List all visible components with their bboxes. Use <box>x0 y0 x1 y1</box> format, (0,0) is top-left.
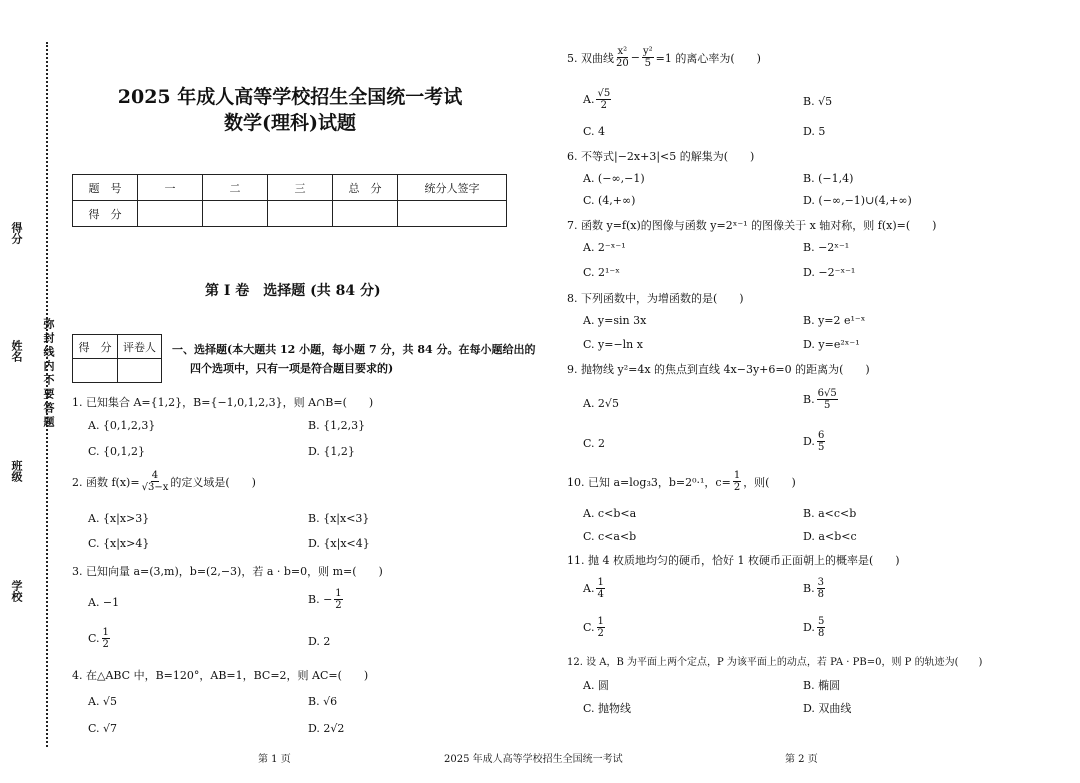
q5-fraction-y <box>642 46 654 69</box>
q3-option-b <box>308 588 345 611</box>
q5-option-a-numerator: √5 <box>597 88 611 99</box>
q5-option-a-fraction <box>596 88 611 111</box>
score-table <box>72 174 507 227</box>
q2-stem-pre: 2. 函数 f(x)= <box>72 475 140 489</box>
q10-fraction <box>733 470 741 493</box>
q5-option-d: D. 5 <box>803 125 826 138</box>
q3-option-c-numerator: 1 <box>102 627 109 638</box>
q6-option-b: B. (−1,4) <box>803 172 854 185</box>
q11-option-c-fraction <box>597 616 605 639</box>
score-table-header-cell: 题 号 <box>73 175 138 201</box>
q3-option-d: D. 2 <box>308 635 331 648</box>
q2-fraction <box>142 470 169 493</box>
q12-option-a: A. 圆 <box>583 679 609 692</box>
q11-option-a-denominator: 4 <box>597 589 604 600</box>
q3-option-c-pre: C. <box>88 632 100 645</box>
q12-option-b: B. 椭圆 <box>803 679 841 692</box>
q10-stem-pre: 10. 已知 a=log₃3，b=2⁰·¹，c= <box>567 475 731 489</box>
q10-stem <box>567 470 796 493</box>
q3-stem: 3. 已知向量 a=(3,m)，b=(2,−3)，若 a · b=0，则 m=( ) <box>72 565 383 578</box>
q10-numerator: 1 <box>733 470 741 481</box>
q11-option-c <box>583 616 607 639</box>
q3-option-c-fraction <box>102 627 110 650</box>
q1-option-a: A. {0,1,2,3} <box>88 419 156 432</box>
q2-numerator: 4 <box>151 470 159 481</box>
grader-label: 评卷人 <box>118 335 162 359</box>
q11-option-d <box>803 616 827 639</box>
q2-option-a: A. {x|x>3} <box>88 512 150 525</box>
q3-option-a: A. −1 <box>88 596 120 609</box>
q10-option-c: C. c<a<b <box>583 530 637 543</box>
score-table-header-cell: 二 <box>203 175 268 201</box>
q5-stem-post: =1 的离心率为( ) <box>655 51 761 65</box>
q6-stem: 6. 不等式|−2x+3|<5 的解集为( ) <box>567 150 755 163</box>
q5-stem-pre: 5. 双曲线 <box>567 51 614 65</box>
q10-option-a: A. c<b<a <box>583 507 637 520</box>
q8-option-d: D. y=e²ˣ⁻¹ <box>803 338 860 351</box>
q11-option-c-numerator: 1 <box>597 616 604 627</box>
q5-x-denominator: 20 <box>616 58 629 69</box>
q9-option-d-denominator: 5 <box>817 442 825 453</box>
q1-option-d: D. {1,2} <box>308 445 355 458</box>
q2-option-b: B. {x|x<3} <box>308 512 370 525</box>
q5-option-a <box>583 88 613 111</box>
margin-name-label: 姓名 <box>10 340 23 362</box>
q7-option-c: C. 2¹⁻ˣ <box>583 266 620 279</box>
q3-option-c <box>88 627 112 650</box>
q11-option-b-denominator: 8 <box>817 589 824 600</box>
q11-option-a <box>583 577 607 600</box>
q4-stem: 4. 在△ABC 中，B=120°，AB=1，BC=2，则 AC=( ) <box>72 669 369 682</box>
q11-option-c-denominator: 2 <box>597 628 604 639</box>
q11-option-d-numerator: 5 <box>817 616 825 627</box>
q5-option-b: B. √5 <box>803 95 833 108</box>
score-table-header-cell: 三 <box>268 175 333 201</box>
instructions-line-1: 一、选择题(本大题共 12 小题，每小题 7 分，共 84 分。在每小题给出的 <box>172 343 536 356</box>
q11-option-d-fraction <box>817 616 825 639</box>
q9-option-d-pre: D. <box>803 435 815 448</box>
q11-option-c-pre: C. <box>583 621 595 634</box>
q9-option-b-pre: B. <box>803 393 815 406</box>
q11-stem: 11. 抛 4 枚质地均匀的硬币，恰好 1 枚硬币正面朝上的概率是( ) <box>567 554 900 567</box>
q4-option-b: B. √6 <box>308 695 338 708</box>
q7-stem: 7. 函数 y=f(x)的图像与函数 y=2ˣ⁻¹ 的图像关于 x 轴对称，则 f(x)=( ) <box>567 219 937 232</box>
q5-minus: − <box>630 51 640 64</box>
q1-stem: 1. 已知集合 A={1,2}，B={−1,0,1,2,3}，则 A∩B=( ) <box>72 396 374 409</box>
q6-option-c: C. (4,+∞) <box>583 194 636 207</box>
q5-fraction-x <box>616 46 629 69</box>
q11-option-d-denominator: 8 <box>817 628 825 639</box>
q2-option-c: C. {x|x>4} <box>88 537 150 550</box>
q10-option-d: D. a<b<c <box>803 530 857 543</box>
q2-option-d: D. {x|x<4} <box>308 537 370 550</box>
footer-page-2: 第 2 页 <box>785 754 818 765</box>
q4-option-a: A. √5 <box>88 695 117 708</box>
q3-option-b-pre: B. − <box>308 593 333 606</box>
q3-option-b-numerator: 1 <box>335 588 342 599</box>
score-table-header-cell: 总 分 <box>333 175 398 201</box>
margin-score-label: 得分 <box>10 222 23 244</box>
grader-score-label: 得 分 <box>73 335 118 359</box>
q2-denominator: √3−x <box>141 482 169 493</box>
q7-option-a: A. 2⁻ˣ⁻¹ <box>583 241 626 254</box>
q11-option-d-pre: D. <box>803 621 815 634</box>
q9-option-a: A. 2√5 <box>583 397 619 410</box>
q1-option-c: C. {0,1,2} <box>88 445 146 458</box>
q10-denominator: 2 <box>733 482 741 493</box>
q11-option-b-pre: B. <box>803 582 815 595</box>
q7-option-b: B. −2ˣ⁻¹ <box>803 241 850 254</box>
q11-option-b-numerator: 3 <box>817 577 824 588</box>
q11-option-b <box>803 577 827 600</box>
q9-option-c: C. 2 <box>583 437 606 450</box>
section-title: 第 I 卷 选择题 (共 84 分) <box>205 283 381 299</box>
q6-option-d: D. (−∞,−1)∪(4,+∞) <box>803 194 912 207</box>
instructions-line-2: 四个选项中，只有一项是符合题目要求的) <box>190 362 394 375</box>
q1-option-b: B. {1,2,3} <box>308 419 366 432</box>
grader-score-cell[interactable] <box>73 359 118 383</box>
q9-option-b-numerator: 6√5 <box>817 388 837 399</box>
grader-box <box>72 334 162 383</box>
q12-option-c: C. 抛物线 <box>583 702 632 715</box>
footer-page-1: 第 1 页 <box>258 754 291 765</box>
q10-option-b: B. a<c<b <box>803 507 857 520</box>
q9-option-d-numerator: 6 <box>817 430 825 441</box>
q3-option-b-denominator: 2 <box>335 600 342 611</box>
q9-option-b-denominator: 5 <box>823 400 831 411</box>
footer-exam-name: 2025 年成人高等学校招生全国统一考试 <box>444 754 623 765</box>
q10-stem-post: ，则( ) <box>743 475 796 489</box>
q11-option-a-numerator: 1 <box>597 577 604 588</box>
q11-option-a-pre: A. <box>583 582 595 595</box>
score-table-header-cell: 一 <box>138 175 203 201</box>
score-table-header-cell: 统分人签字 <box>398 175 507 201</box>
grader-sign-cell[interactable] <box>118 359 162 383</box>
q9-option-d-fraction <box>817 430 825 453</box>
score-table-row-label: 得 分 <box>73 201 138 227</box>
q9-option-b-fraction <box>817 388 838 411</box>
q2-stem <box>72 470 256 493</box>
q5-option-c: C. 4 <box>583 125 606 138</box>
margin-school-label: 学校 <box>10 580 23 602</box>
q12-option-d: D. 双曲线 <box>803 702 852 715</box>
score-input-cell[interactable] <box>203 201 268 227</box>
q9-option-d <box>803 430 827 453</box>
q4-option-c: C. √7 <box>88 722 118 735</box>
signature-input-cell[interactable] <box>398 201 507 227</box>
q7-option-d: D. −2⁻ˣ⁻¹ <box>803 266 856 279</box>
exam-subtitle: 数学(理科)试题 <box>224 112 356 134</box>
score-input-cell[interactable] <box>138 201 203 227</box>
q8-option-b: B. y=2 e¹⁻ˣ <box>803 314 866 327</box>
q5-y-numerator: y² <box>642 46 653 57</box>
q5-option-a-pre: A. <box>583 93 595 106</box>
score-input-cell[interactable] <box>333 201 398 227</box>
q8-stem: 8. 下列函数中，为增函数的是( ) <box>567 292 744 305</box>
q5-option-a-denominator: 2 <box>600 100 607 111</box>
q9-option-b <box>803 388 840 411</box>
margin-class-label: 班级 <box>10 460 23 482</box>
q8-option-c: C. y=−ln x <box>583 338 643 351</box>
q9-stem: 9. 抛物线 y²=4x 的焦点到直线 4x−3y+6=0 的距离为( ) <box>567 363 870 376</box>
q5-y-denominator: 5 <box>644 58 651 69</box>
q11-option-b-fraction <box>817 577 825 600</box>
seal-notice: 弥封线内不要答题 <box>42 318 55 430</box>
exam-title: 2025 年成人高等学校招生全国统一考试 <box>117 86 463 108</box>
q5-stem <box>567 46 761 69</box>
q6-option-a: A. (−∞,−1) <box>583 172 645 185</box>
q3-option-b-fraction <box>334 588 342 611</box>
q11-option-a-fraction <box>596 577 604 600</box>
q2-stem-post: 的定义域是( ) <box>170 475 256 489</box>
q5-x-numerator: x² <box>617 46 628 57</box>
q12-stem: 12. 设 A，B 为平面上两个定点，P 为该平面上的动点，若 PA · PB=0，则 P 的轨迹为( ) <box>567 657 983 668</box>
score-input-cell[interactable] <box>268 201 333 227</box>
q4-option-d: D. 2√2 <box>308 722 345 735</box>
q8-option-a: A. y=sin 3x <box>583 314 647 327</box>
q3-option-c-denominator: 2 <box>102 639 109 650</box>
